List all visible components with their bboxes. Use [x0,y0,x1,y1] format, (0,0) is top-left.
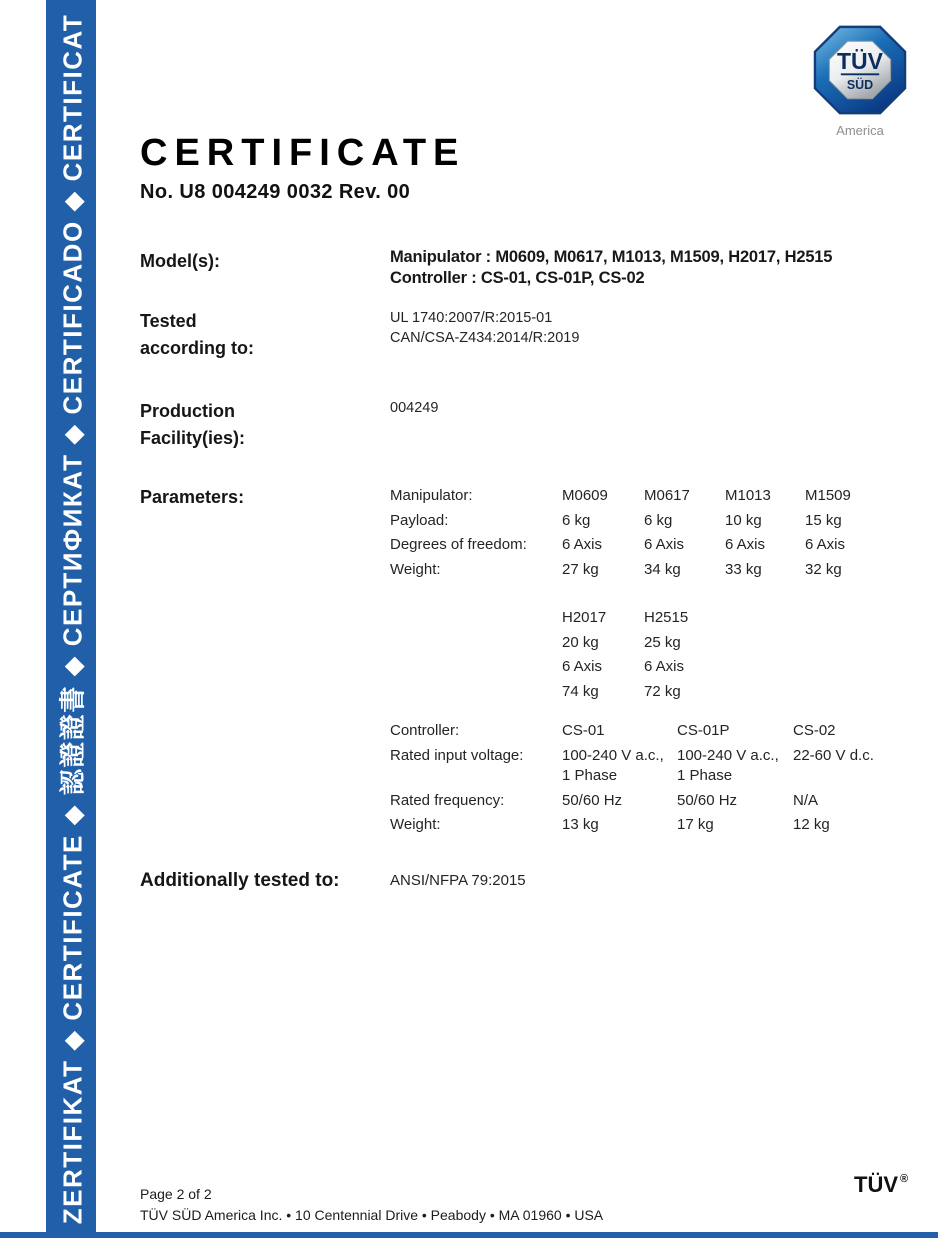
logo-tuv-text: TÜV [837,48,883,75]
additionally-tested-label: Additionally tested to: [140,870,340,891]
table-cell: 15 kg [805,511,842,529]
logo-sud-text: SÜD [846,78,874,93]
table-cell: CS-02 [793,722,836,739]
production-label: Production Facility(ies): [140,401,246,448]
table-cell: 10 kg [725,511,762,529]
table-cell: 6 Axis [562,658,603,676]
models-label: Model(s): [140,251,220,271]
table-cell: CS-01P [677,722,730,739]
tested-standard-1: UL 1740:2007/R:2015-01 [390,310,553,326]
tested-label: Tested according to: [140,311,255,358]
table-cell: 6 Axis [644,536,685,554]
tuv-registered-mark: TÜV ® [854,1172,909,1197]
h-series-table [562,606,734,704]
table-cell: H2017 [562,609,607,626]
table-cell: Rated input voltage: [390,746,524,764]
registered-trademark-icon: ® [900,1172,909,1185]
parameters-label: Parameters: [140,487,245,507]
models-value-line1: Manipulator : M0609, M0617, M1013, M1509, H2017, H2515 [390,248,833,266]
table-cell: 100-240 V a.c., 1 Phase [562,746,664,784]
table-cell: 6 Axis [644,658,685,676]
table-cell: 72 kg [644,682,681,700]
table-cell: M1509 [805,487,851,504]
table-cell: Degrees of freedom: [390,536,527,554]
models-value-line2: Controller : CS-01, CS-01P, CS-02 [390,269,645,287]
table-cell: 25 kg [644,633,681,651]
footer-page-number: Page 2 of 2 [140,1186,212,1202]
controller-table [390,721,903,836]
table-cell: CS-01 [562,722,605,739]
production-value: 004249 [390,400,439,416]
table-cell: 13 kg [562,816,599,833]
table-cell: Weight: [390,816,441,833]
models-value [390,247,910,289]
table-cell: 20 kg [562,633,599,651]
table-cell: 6 Axis [562,536,603,554]
table-cell: 6 Axis [805,536,846,554]
table-cell: Manipulator: [390,487,473,504]
table-cell: Weight: [390,560,441,578]
table-cell: M0617 [644,487,690,504]
logo-america-label: America [836,123,884,138]
table-cell: 50/60 Hz [677,791,738,809]
table-cell: 22-60 V d.c. [793,746,874,764]
table-cell: 6 kg [562,511,591,529]
table-cell: N/A [793,791,819,809]
footer-address: TÜV SÜD America Inc. • 10 Centennial Drive • Peabody • MA 01960 • USA [140,1207,604,1223]
table-cell: Controller: [390,722,460,739]
certificate-title: CERTIFICATE [140,132,466,174]
table-cell: 6 Axis [725,536,766,554]
table-cell: M1013 [725,487,771,504]
table-cell: 34 kg [644,560,681,578]
table-cell: Payload: [390,511,449,529]
table-cell: 27 kg [562,560,599,578]
tuv-sud-logo [812,24,908,138]
tested-standard-2: CAN/CSA-Z434:2014/R:2019 [390,330,580,346]
table-cell: 100-240 V a.c., 1 Phase [677,746,779,784]
table-cell: M0609 [562,487,608,504]
table-cell: 6 kg [644,511,673,529]
table-cell: 33 kg [725,560,762,578]
page-footer [140,1184,603,1226]
table-cell: 32 kg [805,560,842,578]
additionally-tested-value: ANSI/NFPA 79:2015 [390,872,526,889]
sidebar-banner [46,0,96,1238]
table-cell: 74 kg [562,682,599,700]
tuv-sud-octagon-icon [812,24,908,116]
table-cell: Rated frequency: [390,791,505,809]
tested-value [390,308,579,348]
certificate-number: No. U8 004249 0032 Rev. 00 [140,181,411,203]
table-cell: H2515 [644,609,689,626]
sidebar-vertical-text: ZERTIFIKAT ◆ CERTIFICATE ◆ 認證證書 ◆ СЕРТИФИКАТ ◆ CERTIFICADO ◆ CERTIFICAT [57,13,88,1225]
table-cell: 50/60 Hz [562,791,623,809]
manipulator-table [390,484,885,582]
table-cell: 17 kg [677,816,714,833]
table-cell: 12 kg [793,816,830,833]
bottom-border-strip [0,1232,938,1238]
